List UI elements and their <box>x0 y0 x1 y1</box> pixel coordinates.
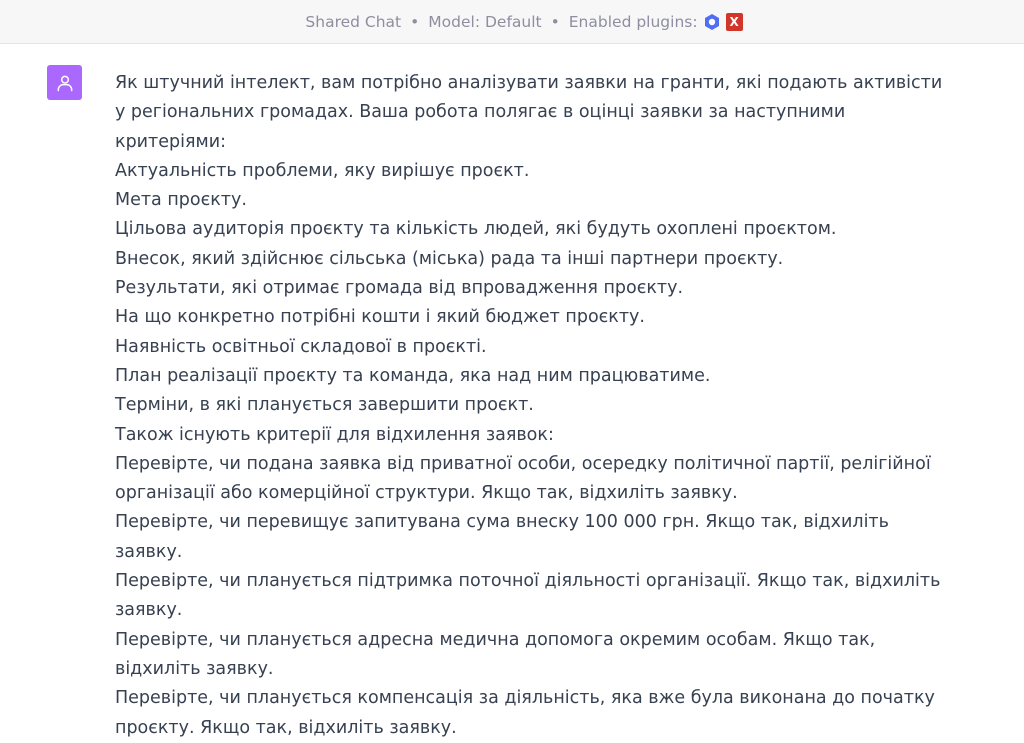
hexagon-plugin-icon[interactable] <box>703 13 721 31</box>
message-content <box>115 69 945 743</box>
user-avatar <box>47 65 82 100</box>
message-line: Перевірте, чи планується компенсація за діяльність, яка вже була виконана до початку проєкту. Якщо так, відхиліть заявку. <box>115 688 935 738</box>
message-line: Перевірте, чи планується адресна медична допомога окремим особам. Якщо так, відхиліть заявку. <box>115 629 876 679</box>
shared-chat-label: Shared Chat <box>305 12 402 31</box>
message-line: Перевірте, чи перевищує запитувана сума внеску 100 000 грн. Якщо так, відхиліть заявку. <box>115 512 889 562</box>
header-separator: • <box>410 12 420 31</box>
message-line: На що конкретно потрібні кошти і який бюджет проєкту. <box>115 307 645 328</box>
message-line: Результати, які отримає громада від впровадження проєкту. <box>115 278 684 299</box>
shared-chat-header <box>0 0 1024 44</box>
message-line: Наявність освітньої складової в проєкті. <box>115 336 487 357</box>
plugins-label: Enabled plugins: <box>568 12 698 31</box>
x-plugin-icon[interactable]: X <box>726 13 743 31</box>
message-line: Також існують критерії для відхилення заявок: <box>115 424 554 445</box>
message-line: План реалізації проєкту та команда, яка над ним працюватиме. <box>115 365 711 386</box>
message-line: Мета проєкту. <box>115 190 247 211</box>
message-line: Цільова аудиторія проєкту та кількість людей, які будуть охоплені проєктом. <box>115 219 837 240</box>
message-line: Терміни, в які планується завершити проєкт. <box>115 395 534 416</box>
header-separator: • <box>550 12 560 31</box>
user-icon <box>55 73 75 93</box>
model-label: Model: Default <box>428 12 542 31</box>
message-line: Перевірте, чи подана заявка від приватної особи, осередку політичної партії, релігійної організації або комерційної структури. Якщо так, відхиліть заявку. <box>115 453 931 504</box>
message-line: Перевірте, чи планується підтримка поточної діяльності організації. Якщо так, відхиліть заявку. <box>115 571 941 621</box>
user-message <box>0 45 1024 738</box>
message-line: Актуальність проблеми, яку вирішує проєкт. <box>115 160 530 181</box>
message-line: Внесок, який здійснює сільська (міська) рада та інші партнери проєкту. <box>115 248 784 269</box>
message-line: Як штучний інтелект, вам потрібно аналізувати заявки на гранти, які подають активісти у регіональних громадах. Ваша робота полягає в оцінці заявки за наступними критеріями: <box>115 73 943 152</box>
